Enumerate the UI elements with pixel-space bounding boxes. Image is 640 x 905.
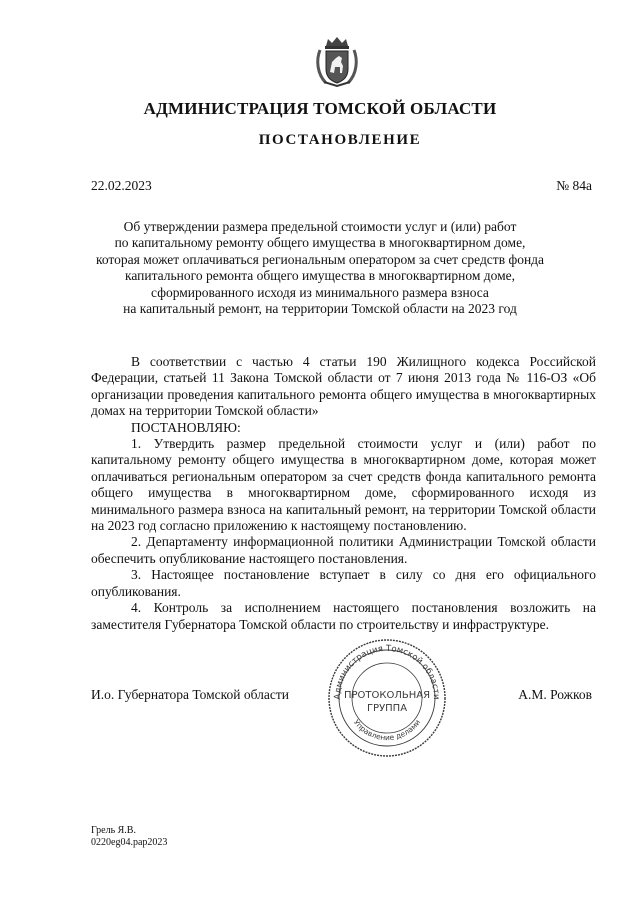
subject-line: по капитальному ремонту общего имущества в многоквартирном доме, (114, 235, 526, 251)
subject-line: которая может оплачиваться региональным оператором за счет средств фонда (95, 251, 545, 267)
subject-line: на капитальный ремонт, на территории Томской области на 2023 год (123, 301, 517, 317)
svg-text:Управление делами (352, 718, 422, 742)
item-2-paragraph: 2. Департаменту информационной политики Администрации Томской области обеспечить опубликование настоящего постановления. (91, 534, 596, 566)
protocol-group-stamp (326, 637, 448, 759)
stamp-bottom-text: Управление делами (351, 717, 423, 743)
author-name: Грель Я.В. (91, 825, 136, 836)
item-3-paragraph: 3. Настоящее постановление вступает в силу со дня его официального опубликования. (91, 567, 596, 599)
item-4-paragraph: 4. Контроль за исполнением настоящего постановления возложить на заместителя Губернатора Томской области по строительству и инфраструктуре. (91, 600, 596, 632)
stamp-center-line2: ГРУППА (366, 703, 408, 714)
document-subject (60, 219, 580, 317)
subject-line: Об утверждении размера предельной стоимости услуг и (или) работ (123, 219, 517, 234)
stamp-outer-text: Администрация Томской области (332, 643, 442, 700)
item-1-paragraph: 1. Утвердить размер предельной стоимости услуг и (или) работ по капитальному ремонту общего имущества в многоквартирном доме, которая может оплачиваться региональным оператором за счет средств фонда капитального ремонта общего имущества в многоквартирном доме, сформированного исходя из минимального размера взноса на капитальный ремонт, на территории Томской области на 2023 год согласно приложению к настоящему постановлению. (91, 436, 596, 534)
file-reference: 0220eg04.pap2023 (91, 837, 168, 848)
resolve-heading: ПОСТАНОВЛЯЮ: (131, 419, 241, 435)
document-body (91, 354, 596, 633)
signatory-position: И.о. Губернатора Томской области (91, 687, 289, 702)
document-number: № 84а (556, 178, 592, 193)
preamble-paragraph: В соответствии с частью 4 статьи 190 Жилищного кодекса Российской Федерации, статьей 11 Закона Томской области от 7 июня 2013 года № 116-ОЗ «Об организации проведения капитального ремонта общего имущества в многоквартирных домах на территории Томской области» (91, 354, 596, 419)
tomsk-coat-of-arms-icon (314, 36, 360, 88)
organization-title: АДМИНИСТРАЦИЯ ТОМСКОЙ ОБЛАСТИ (143, 99, 497, 118)
stamp-center-line1: ПРОТОКОЛЬНАЯ (343, 690, 431, 701)
signatory-name: А.М. Рожков (518, 687, 592, 702)
document-type: ПОСТАНОВЛЕНИЕ (258, 132, 422, 148)
subject-line: капитального ремонта общего имущества в многоквартирном доме, (124, 268, 516, 284)
subject-line: сформированного исходя из минимального размера взноса (151, 284, 489, 300)
author-block (91, 825, 167, 849)
document-date: 22.02.2023 (91, 178, 152, 193)
